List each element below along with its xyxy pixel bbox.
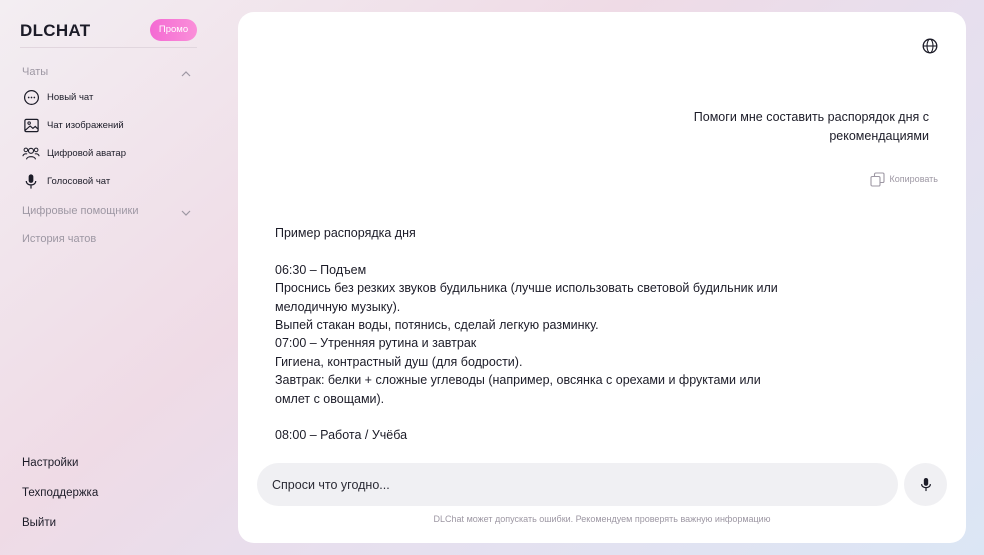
chevron-up-icon — [180, 68, 192, 80]
promo-button[interactable]: Промо — [150, 19, 197, 41]
sidebar-item-label: Голосовой чат — [47, 175, 111, 187]
chats-section-toggle[interactable] — [22, 66, 194, 84]
assistants-section-label: Цифровые помощники — [22, 205, 139, 217]
copy-label: Копировать — [889, 174, 938, 184]
image-icon — [21, 115, 41, 135]
assistant-line: 08:00 – Работа / Учёба — [275, 428, 408, 443]
brand-header — [20, 18, 197, 48]
chevron-down-icon — [180, 207, 192, 219]
chat-history-label: История чатов — [22, 233, 97, 245]
microphone-icon — [21, 171, 41, 191]
assistant-line-gap — [275, 242, 795, 260]
sidebar-item-digital-avatar[interactable] — [21, 143, 201, 163]
assistant-message — [275, 224, 795, 445]
sidebar-item-image-chat[interactable] — [21, 115, 201, 135]
sidebar-item-new-chat[interactable] — [21, 87, 201, 107]
assistant-line: Завтрак: белки + сложные углеводы (например, овсянка с орехами и фруктами или омлет с овощами). — [275, 373, 761, 406]
user-message: Помоги мне составить распорядок дня с рекомендациями — [693, 110, 929, 143]
sidebar-item-label: Цифровой аватар — [47, 147, 126, 159]
voice-input-button[interactable] — [904, 463, 947, 506]
microphone-icon — [919, 476, 933, 493]
logo[interactable]: DLCHAT — [20, 21, 91, 40]
assistant-line: 07:00 – Утренняя рутина и завтрак — [275, 336, 477, 351]
globe-icon[interactable] — [922, 38, 938, 54]
chats-section-label: Чаты — [22, 66, 49, 78]
sidebar — [0, 0, 238, 555]
settings-link[interactable]: Настройки — [22, 457, 79, 469]
logout-link[interactable]: Выйти — [22, 517, 57, 529]
chat-input[interactable] — [257, 463, 898, 506]
assistant-line: Выпей стакан воды, потянись, сделай легкую разминку. — [275, 318, 599, 333]
chat-panel — [238, 12, 966, 543]
copy-icon — [870, 172, 885, 187]
support-link[interactable]: Техподдержка — [22, 487, 99, 499]
assistant-line: Гигиена, контрастный душ (для бодрости). — [275, 354, 523, 369]
chat-bubble-icon — [21, 87, 41, 107]
assistant-line: 06:30 – Подъем — [275, 262, 367, 277]
copy-button[interactable] — [870, 171, 938, 187]
users-icon — [21, 143, 41, 163]
chat-history-link[interactable] — [22, 233, 194, 251]
assistant-line-gap — [275, 408, 795, 426]
sidebar-item-label: Чат изображений — [47, 119, 124, 131]
assistants-section-toggle[interactable] — [22, 205, 194, 223]
sidebar-item-voice-chat[interactable] — [21, 171, 201, 191]
sidebar-item-label: Новый чат — [47, 91, 94, 103]
disclaimer: DLChat может допускать ошибки. Рекомендуем проверять важную информацию — [433, 514, 771, 524]
assistant-line: Проснись без резких звуков будильника (лучше использовать световой будильник или мелодичную музыку). — [275, 281, 778, 314]
assistant-line: Пример распорядка дня — [275, 226, 416, 240]
